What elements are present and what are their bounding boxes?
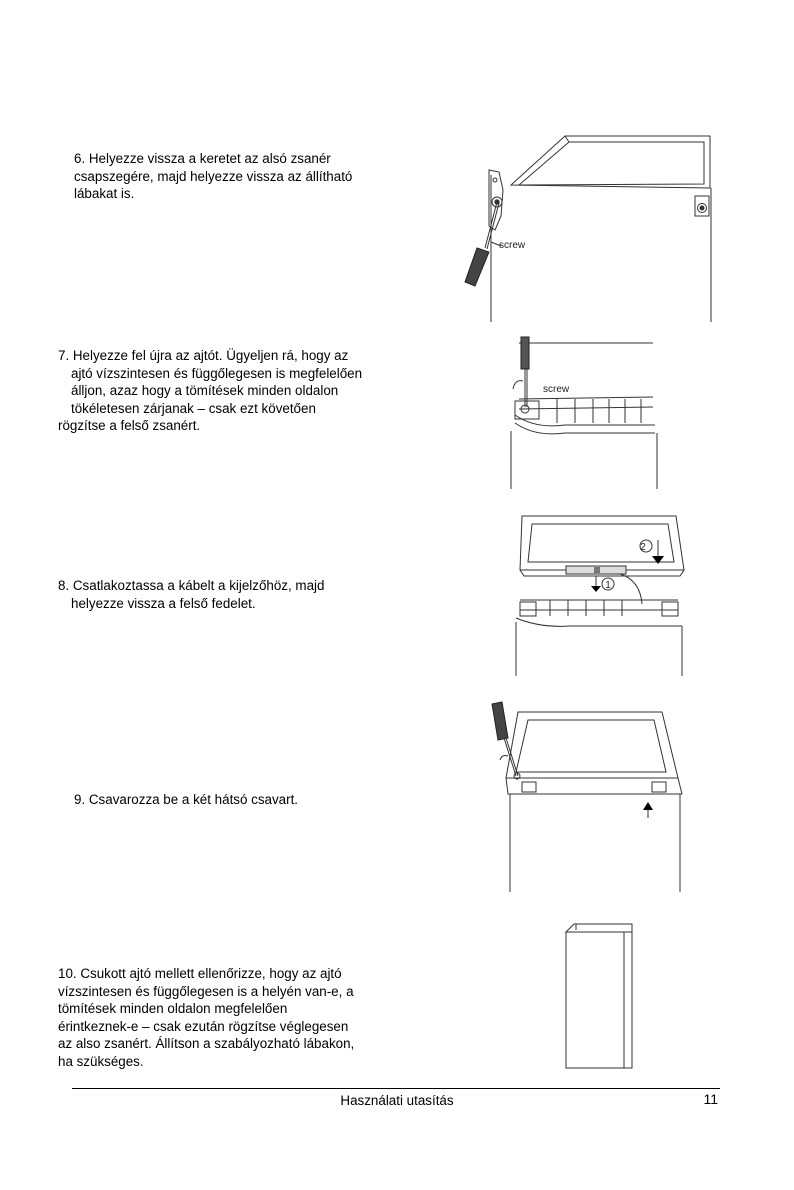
footer-divider xyxy=(72,1088,720,1089)
figure-step-10 xyxy=(560,922,640,1072)
step-line: az also zsanért. Állítson a szabályozható lábakon, xyxy=(58,1036,355,1051)
step-line: álljon, azaz hogy a tömítések minden oldalon xyxy=(71,383,339,398)
step-line: lábakat is. xyxy=(74,186,135,201)
figure-step-9 xyxy=(488,698,698,896)
step-line: vízszintesen és függőlegesen is a helyén van-e, a xyxy=(58,983,354,999)
step-line: tömítések minden oldalon megfelelően xyxy=(58,1001,288,1016)
step-line: rögzítse a felső zsanért. xyxy=(58,418,201,433)
figure-step-7 xyxy=(505,333,665,493)
step-8-text xyxy=(58,577,324,612)
step-line: 9. Csavarozza be a két hátsó csavart. xyxy=(74,792,299,807)
step-6-text xyxy=(74,150,352,203)
step-line: tökéletesen zárjanak – csak ezt követően xyxy=(71,400,316,416)
figure-6-drawing xyxy=(455,130,725,325)
figure-9-drawing xyxy=(488,698,698,896)
step-line: 8. Csatlakoztassa a kábelt a kijelzőhöz, majd xyxy=(58,578,325,593)
step-line: 6. Helyezze vissza a keretet az alsó zsanér xyxy=(74,151,331,166)
arrow-up-icon xyxy=(643,802,653,810)
footer-title: Használati utasítás xyxy=(340,1093,454,1108)
step-line: csapszegére, majd helyezze vissza az állítható xyxy=(74,168,353,184)
step-9-text xyxy=(74,791,298,809)
figure-step-8 xyxy=(510,510,690,680)
figure-step-6 xyxy=(455,130,725,325)
step-line: helyezze vissza a felső fedelet. xyxy=(71,595,256,611)
page-number: 11 xyxy=(703,1091,718,1107)
figure-8-marker-2: 2 xyxy=(640,542,646,553)
step-line: érintkeznek-e – csak ezután rögzítse véglegesen xyxy=(58,1018,349,1034)
figure-7-drawing xyxy=(505,333,665,493)
figure-7-label: screw xyxy=(543,384,570,395)
step-line: 7. Helyezze fel újra az ajtót. Ügyeljen rá, hogy az xyxy=(58,348,349,363)
figure-6-label: screw xyxy=(499,240,526,251)
step-line: 10. Csukott ajtó mellett ellenőrizze, hogy az ajtó xyxy=(58,966,342,981)
step-7-text xyxy=(58,347,362,435)
figure-10-drawing xyxy=(560,922,640,1072)
figure-8-drawing xyxy=(510,510,690,680)
step-line: ajtó vízszintesen és függőlegesen is megfelelően xyxy=(71,365,363,381)
step-10-text xyxy=(58,965,354,1070)
step-line: ha szükséges. xyxy=(58,1053,144,1069)
figure-8-marker-1: 1 xyxy=(605,580,611,591)
